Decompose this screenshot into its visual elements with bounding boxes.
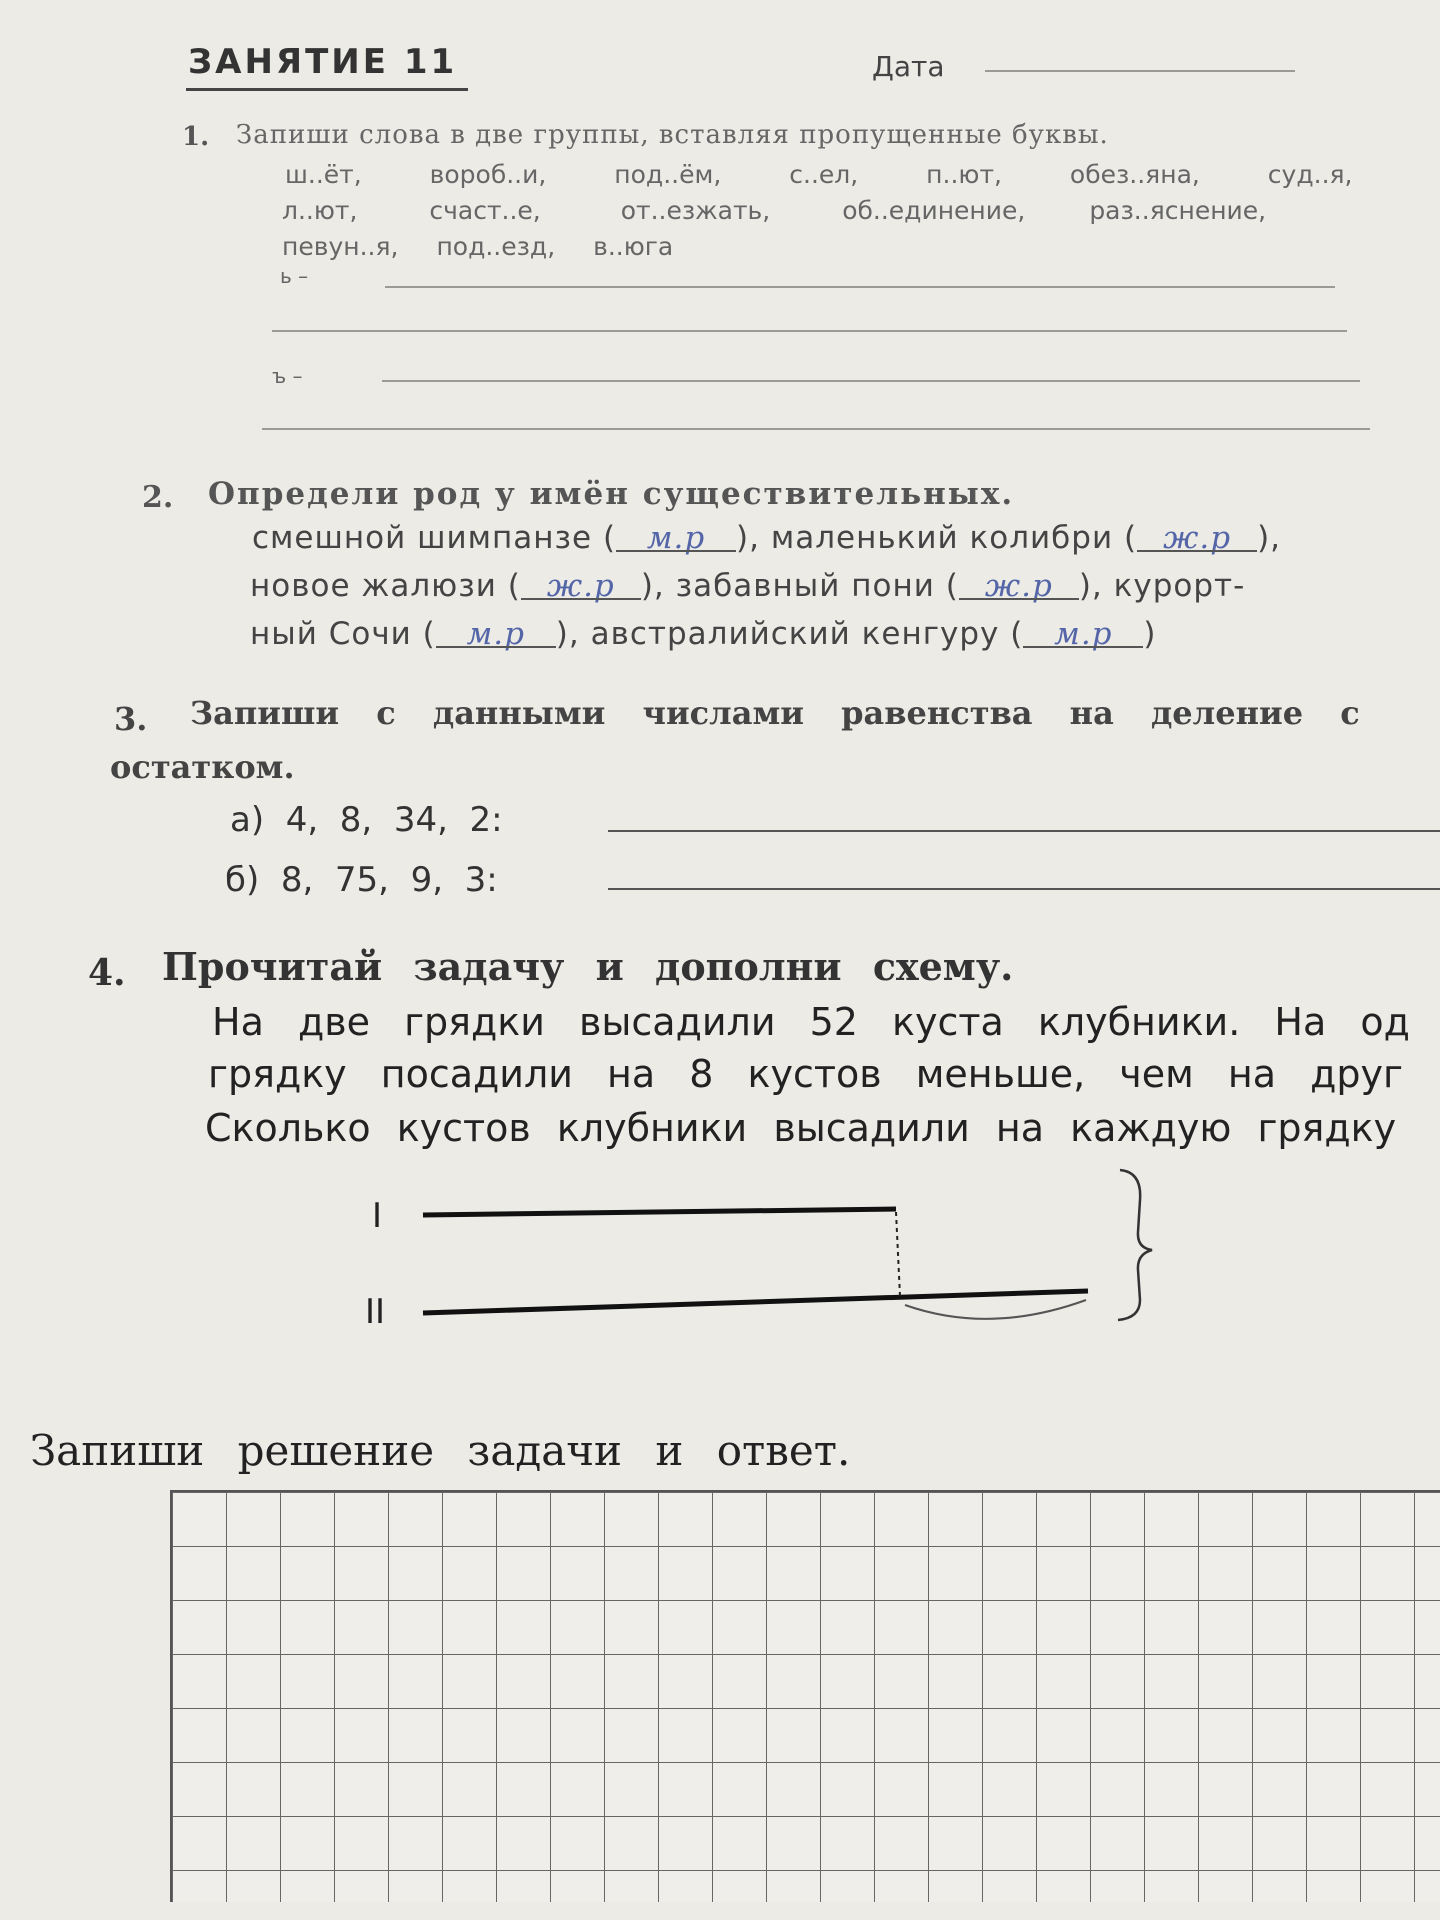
noun-text: ), маленький колибри ( [736,520,1138,556]
task4-problem-line1: На две грядки высадили 52 куста клубники. На од [212,1000,1410,1044]
word: под..ём, [614,160,722,189]
gender-answer[interactable]: м.р [436,616,556,652]
scheme-label-bed1: I [372,1196,383,1236]
task4-problem-line3: Сколько кустов клубники высадили на каждую грядку [205,1106,1397,1150]
task1-number: 1. [182,122,210,152]
segment-bed2 [423,1291,1088,1313]
solution-instruction: Запиши решение задачи и ответ. [30,1426,851,1475]
date-label: Дата [872,50,945,83]
gender-answer[interactable]: ж.р [521,568,641,604]
group-soft-sign-label: ь – [280,264,309,288]
word: раз..яснение, [1089,196,1267,225]
noun-text: новое жалюзи ( [250,568,521,604]
word: ш..ёт, [285,160,362,189]
word: с..ел, [789,160,859,189]
gender-answer[interactable]: ж.р [959,568,1079,604]
task3-instruction-line1: Запиши с данными числами равенства на деление с [190,694,1360,732]
task4-problem-line2: грядку посадили на 8 кустов меньше, чем на друг [208,1052,1403,1096]
task3-number: 3. [114,700,148,738]
task3-item-b: б) 8, 75, 9, 3: [225,860,498,900]
task4-instruction: Прочитай задачу и дополни схему. [162,944,1014,989]
word: вороб..и, [429,160,547,189]
word: от..езжать, [620,196,771,225]
word: л..ют, [282,196,358,225]
noun-text: ), курорт- [1078,568,1246,604]
gender-answer[interactable]: м.р [616,520,736,556]
task4-number: 4. [88,952,126,994]
word: под..езд, [436,232,556,261]
noun-text: ) [1143,616,1157,652]
lesson-title: ЗАНЯТИЕ 11 [188,42,458,82]
noun-text: ный Сочи ( [250,616,436,652]
scheme-label-bed2: II [365,1292,386,1332]
group-hard-sign-label: ъ – [272,364,303,388]
task1-instruction: Запиши слова в две группы, вставляя пропущенные буквы. [236,120,1109,150]
noun-text: ), австралийский кенгуру ( [555,616,1024,652]
task3-item-a: а) 4, 8, 34, 2: [230,800,503,840]
solution-grid[interactable] [170,1490,1440,1902]
noun-text: смешной шимпанзе ( [252,520,617,556]
word: обез..яна, [1069,160,1200,189]
difference-arc [905,1300,1086,1319]
gender-answer[interactable]: ж.р [1137,520,1257,556]
word: в..юга [593,232,674,261]
word: суд..я, [1267,160,1353,189]
word: певун..я, [282,232,399,261]
task2-instruction: Определи род у имён существительных. [208,476,1015,512]
task3-instruction-line2: остатком. [110,748,295,786]
dashed-marker [896,1212,900,1296]
noun-text: ), [1257,520,1282,556]
noun-text: ), забавный пони ( [640,568,959,604]
task2-number: 2. [142,480,174,515]
segment-bed1 [423,1209,896,1215]
gender-answer[interactable]: м.р [1023,616,1143,652]
word: п..ют, [926,160,1002,189]
word: об..единение, [842,196,1026,225]
word: счаст..е, [429,196,541,225]
total-brace [1118,1170,1152,1320]
